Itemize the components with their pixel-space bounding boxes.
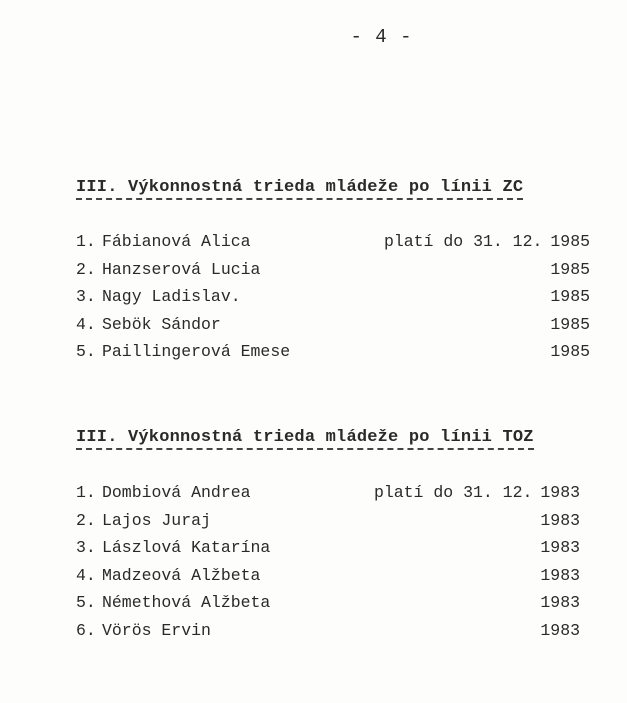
item-year: 1985 [550, 287, 590, 306]
list-item [76, 483, 580, 511]
item-name: Fábianová Alica [102, 232, 251, 251]
item-year: 1985 [550, 259, 590, 279]
item-name: Lászlová Katarína [102, 538, 271, 557]
item-year: 1983 [540, 620, 580, 640]
item-number: 6. [76, 620, 96, 640]
section-title-zc: III. Výkonnostná trieda mládeže po línii ZC [76, 178, 523, 200]
valid-until-label: platí do 31. 12. [373, 483, 533, 502]
item-year: 1983 [540, 538, 580, 557]
list-item [76, 593, 580, 621]
item-number: 2. [76, 510, 96, 530]
item-number: 5. [76, 593, 96, 612]
item-name: Némethová Alžbeta [102, 593, 271, 612]
list-item [76, 232, 590, 260]
list-item [76, 315, 590, 343]
item-name: Sebök Sándor [102, 314, 221, 334]
item-year: 1983 [540, 565, 580, 585]
list-item [76, 342, 590, 370]
item-year: 1985 [550, 314, 590, 334]
item-number: 5. [76, 342, 96, 361]
item-year: 1985 [550, 342, 590, 361]
section-title-toz: III. Výkonnostná trieda mládeže po línii TOZ [76, 428, 534, 450]
item-number: 3. [76, 287, 96, 306]
item-number: 4. [76, 565, 96, 585]
item-year: 1983 [540, 483, 580, 502]
item-number: 3. [76, 538, 96, 557]
item-year: 1985 [550, 232, 590, 251]
list-item [76, 621, 580, 649]
item-name: Dombiová Andrea [102, 483, 251, 502]
page-number: - 4 - [350, 26, 413, 48]
item-number: 4. [76, 314, 96, 334]
item-year: 1983 [540, 593, 580, 612]
list-item [76, 566, 580, 594]
item-name: Paillingerová Emese [102, 342, 291, 361]
list-toz [76, 483, 580, 648]
list-item [76, 511, 580, 539]
item-name: Madzeová Alžbeta [102, 565, 261, 585]
item-number: 1. [76, 483, 96, 502]
list-item [76, 287, 590, 315]
item-name: Vörös Ervin [102, 620, 211, 640]
item-year: 1983 [540, 510, 580, 530]
valid-until-label: platí do 31. 12. [383, 232, 543, 251]
item-name: Nagy Ladislav. [102, 287, 241, 306]
item-name: Lajos Juraj [102, 510, 211, 530]
list-item [76, 538, 580, 566]
list-item [76, 260, 590, 288]
item-number: 1. [76, 232, 96, 251]
item-number: 2. [76, 259, 96, 279]
item-name: Hanzserová Lucia [102, 259, 261, 279]
list-zc [76, 232, 590, 370]
